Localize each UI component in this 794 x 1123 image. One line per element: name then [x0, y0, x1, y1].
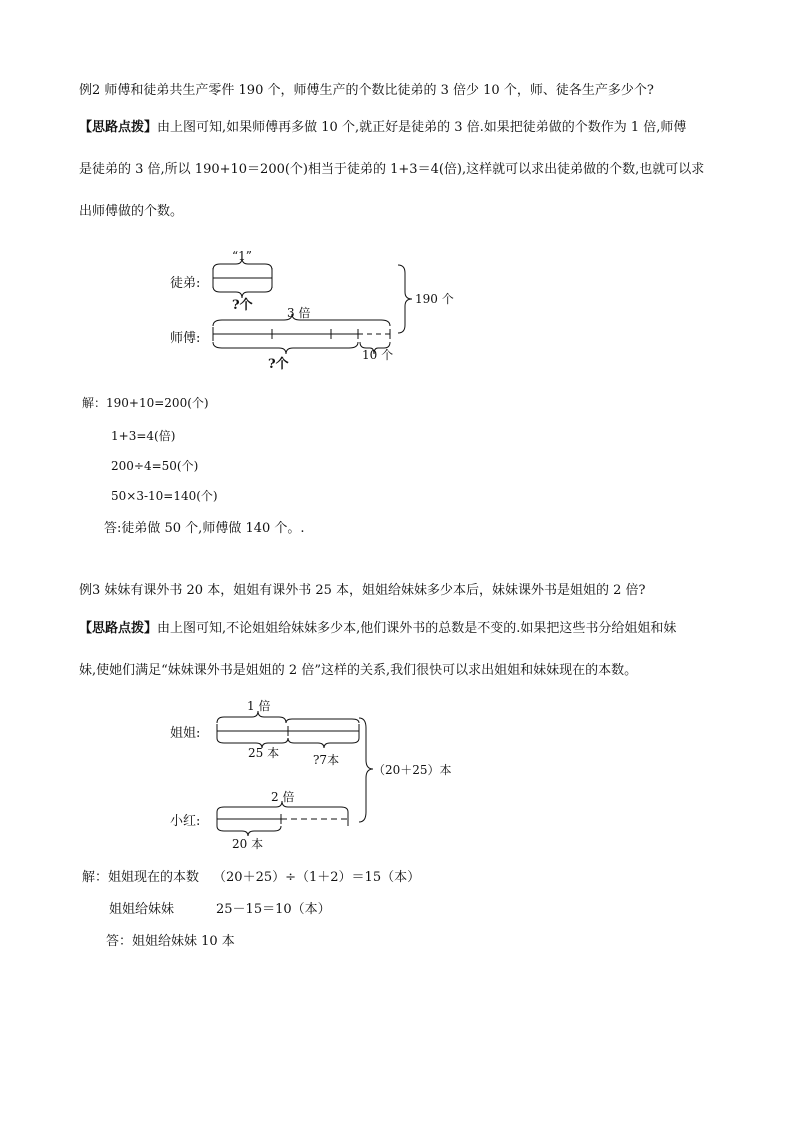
- solution-label: 解：: [82, 396, 107, 410]
- example2-solution-step1: [82, 397, 209, 409]
- example3-answer: 答：姐姐给妹妹 10 本: [106, 934, 235, 949]
- label-xiaohong: 小红:: [170, 814, 201, 829]
- example2-solution-step2: 1+3=4(倍): [111, 429, 176, 443]
- shifu-bottom-brace: [213, 342, 358, 354]
- hint-label: 【思路点拨】: [79, 621, 158, 636]
- example3-problem: 例3 妹妹有课外书 20 本，姐姐有课外书 25 本，姐姐给妹妹多少本后，妹妹课外书是姐姐的 2 倍?: [79, 583, 646, 598]
- step1-label: 姐姐现在的本数: [108, 870, 200, 885]
- example3-hint-line1: [79, 622, 676, 635]
- give-question-label: ?7本: [313, 753, 340, 767]
- xiaohong-20-label: 20 本: [232, 837, 264, 851]
- example2-solution-step4: 50×3-10=140(个): [111, 489, 218, 503]
- example3-solution-step2: [109, 903, 331, 916]
- jiejie-top-line: [286, 719, 359, 723]
- step2-expr: 25－15＝10（本）: [216, 902, 331, 917]
- total-190-brace: [398, 265, 412, 333]
- label-jiejie: 姐姐:: [170, 726, 201, 741]
- step1-expr: （20＋25）÷（1＋2）＝15（本）: [213, 870, 421, 885]
- xiaohong-20-brace: [217, 826, 281, 836]
- ten-label: 10 个: [362, 348, 394, 362]
- solution-step: 190+10=200(个): [106, 396, 209, 410]
- example3-solution-step1: [82, 871, 420, 884]
- example2-answer: 答:徒弟做 50 个,师傅做 140 个。.: [104, 521, 305, 536]
- example3-hint-line2: 妹,使她们满足“妹妹课外书是姐姐的 2 倍”这样的关系,我们很快可以求出姐姐和妹妹现在的本数。: [79, 663, 638, 678]
- tudi-question: ?个: [232, 298, 253, 313]
- example2-hint-line3: 出师傅做的个数。: [79, 204, 184, 219]
- tudi-bottom-brace: [213, 286, 272, 298]
- jiejie-25-label: 25 本: [248, 746, 280, 760]
- one-times-label: 1 倍: [247, 699, 271, 713]
- total-books-brace: [359, 718, 373, 822]
- hint-label: 【思路点拨】: [79, 120, 158, 135]
- hint-text: 由上图可知,不论姐姐给妹妹多少本,他们课外书的总数是不变的.如果把这些书分给姐姐和妹: [157, 621, 677, 636]
- total-190-label: 190 个: [415, 292, 454, 306]
- label-shifu: 师傅:: [170, 331, 201, 346]
- three-times-label: 3 倍: [287, 306, 311, 320]
- step2-label: 姐姐给妹妹: [109, 902, 175, 917]
- solution-label: 解：: [82, 870, 109, 885]
- one-unit-label: “1”: [232, 249, 252, 263]
- hint-text: 由上图可知,如果师傅再多做 10 个,就正好是徒弟的 3 倍.如果把徒弟做的个数作为 1 倍,师傅: [157, 120, 687, 135]
- example2-solution-step3: 200÷4=50(个): [111, 459, 199, 473]
- example2-hint-line2: 是徒弟的 3 倍,所以 190+10＝200(个)相当于徒弟的 1+3＝4(倍),这样就可以求出徒弟做的个数,也就可以求: [79, 162, 705, 177]
- shifu-question: ?个: [268, 357, 289, 372]
- example2-problem: 例2 师傅和徒弟共生产零件 190 个，师傅生产的个数比徒弟的 3 倍少 10 个，师、徒各生产多少个?: [79, 83, 654, 98]
- give-brace: [288, 738, 359, 748]
- label-tudi: 徒弟:: [170, 276, 201, 291]
- two-times-label: 2 倍: [271, 790, 295, 804]
- total-books-label: （20＋25）本: [373, 763, 452, 777]
